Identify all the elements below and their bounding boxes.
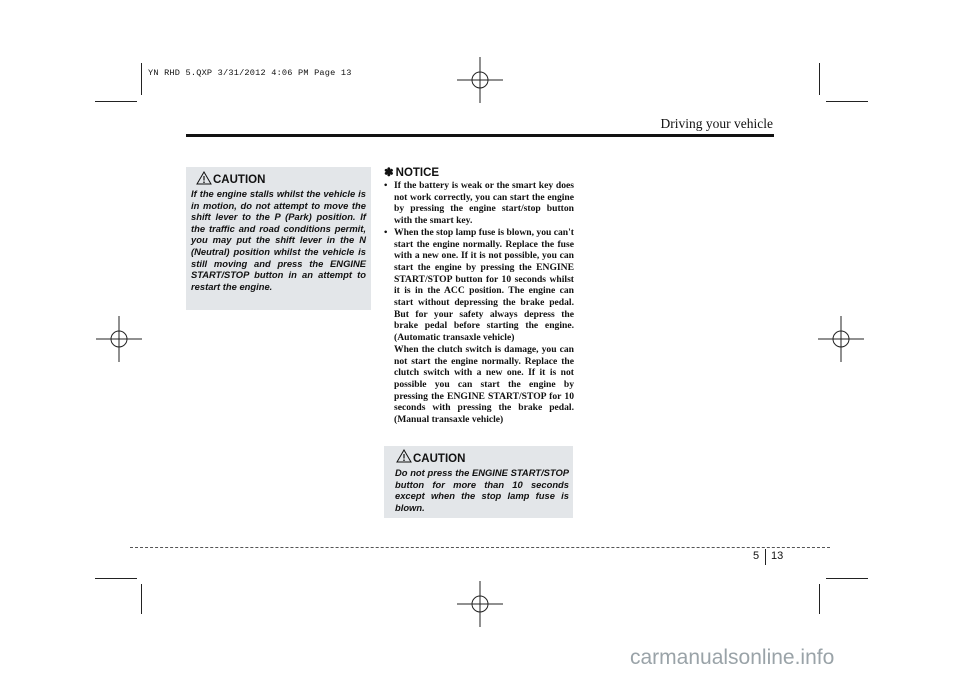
bullet-icon: • [384,180,388,191]
watermark: carmanualsonline.info [630,646,835,669]
notice-heading [384,165,439,179]
notice-item [384,180,574,227]
caution-title: CAUTION [413,453,466,465]
crop-mark [95,578,137,579]
crop-mark [819,63,820,95]
caution-box-left [186,167,371,310]
section-title: Driving your vehicle [660,116,773,131]
footer-rule [130,547,830,548]
notice-item [384,227,574,426]
registration-crosshair-icon [457,57,503,103]
registration-crosshair-icon [96,316,142,362]
notice-paragraph: If the battery is weak or the smart key does not work correctly, you can start the engine by pressing the engine start/stop button with the smart key. [394,180,574,227]
registration-crosshair-icon [457,581,503,627]
crop-mark [141,63,142,95]
page-number-divider [765,549,766,565]
caution-box-right [384,446,573,518]
caution-text: Do not press the ENGINE START/STOP button for more than 10 seconds except when the stop lamp fuse is blown. [395,467,569,513]
crop-mark [826,578,868,579]
registration-crosshair-icon [818,316,864,362]
notice-paragraph: When the clutch switch is damage, you can not start the engine normally. Replace the clutch switch with a new one. If it is not possible you can start the engine by pressing the ENGINE START/STOP for 10 seconds with pressing the brake pedal. (Manual transaxle vehicle) [394,343,574,426]
notice-list [384,180,574,426]
chapter-number: 5 [753,550,760,562]
warning-triangle-icon [196,171,212,185]
crop-mark [826,101,868,102]
notice-paragraph: When the stop lamp fuse is blown, you can't start the engine normally. Replace the fuse with a new one. If it is not possible, you can start the engine by pressing the ENGINE START/STOP button for 10 seconds whilst it is in the ACC position. The engine can start without depressing the brake pedal. But for your safety always depress the brake pedal before starting the engine. (Automatic transaxle vehicle) [394,226,574,344]
page-number: 13 [771,550,784,562]
crop-mark [95,101,137,102]
crop-mark [141,584,142,614]
warning-triangle-icon [396,449,412,463]
notice-title: NOTICE [395,167,440,179]
bullet-icon: • [384,226,388,238]
header-rule [186,134,774,137]
caution-title: CAUTION [213,174,266,186]
crop-mark [819,584,820,614]
print-slug: YN RHD 5.QXP 3/31/2012 4:06 PM Page 13 [148,68,352,78]
notice-symbol-icon: ✽ [384,167,394,179]
caution-text: If the engine stalls whilst the vehicle is in motion, do not attempt to move the shift lever to the P (Park) position. If the traffic and road conditions permit, you may put the shift lever in the N (Neutral) position whilst the vehicle is still moving and press the ENGINE START/STOP button in an attempt to restart the engine. [191,188,366,292]
